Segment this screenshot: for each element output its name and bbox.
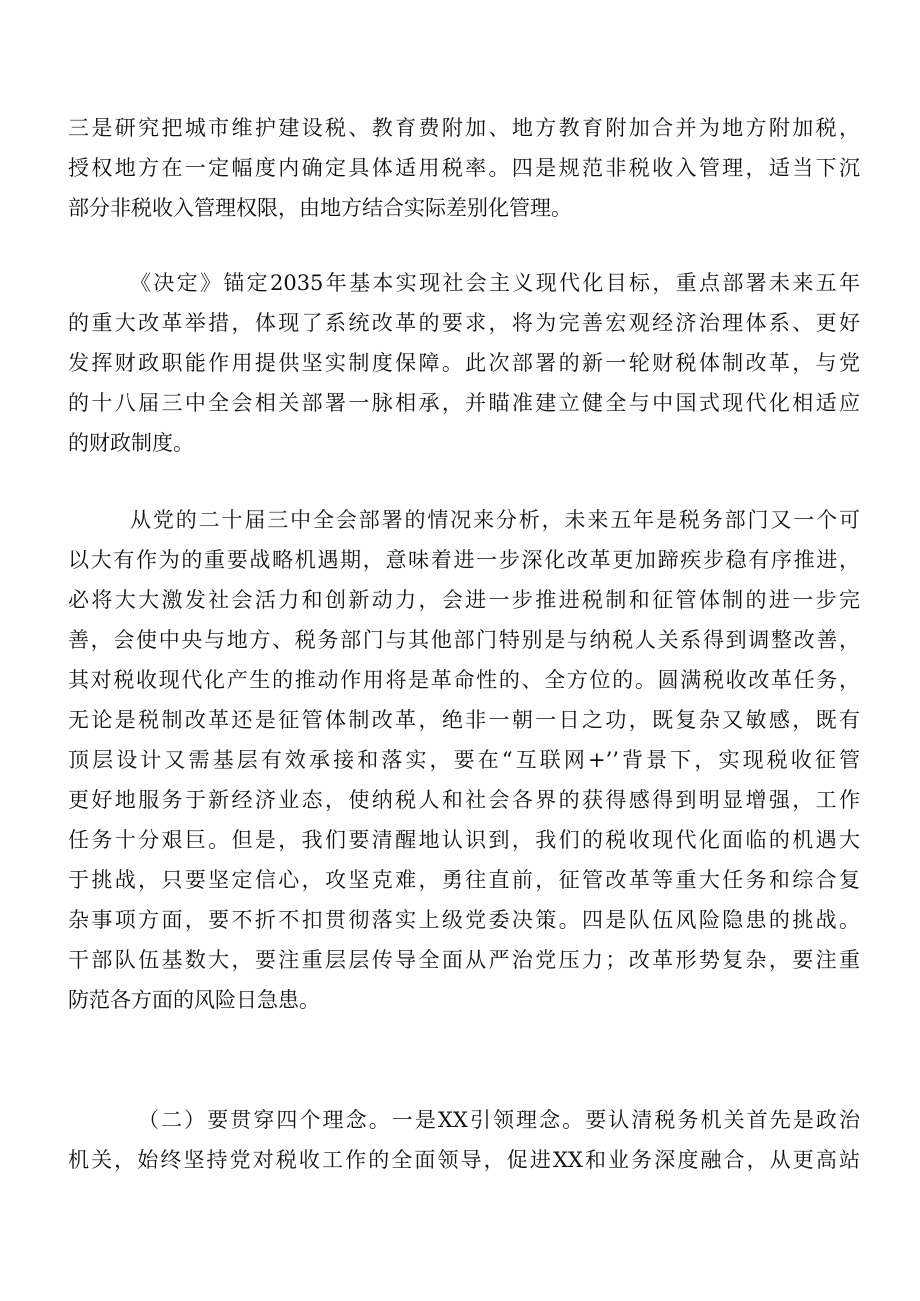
text-line: 的财政制度。	[68, 431, 194, 455]
text-line: 防范各方面的风险日急患。	[68, 988, 320, 1012]
text-line: 以大有作为的重要战略机遇期，意味着进一步深化改革更加蹄疾步稳有序推进，	[68, 548, 860, 572]
text-line: 善，会使中央与地方、税务部门与其他部门特别是与纳税人关系得到调整改善，	[68, 628, 860, 652]
text-line: 发挥财政职能作用提供坚实制度保障。此次部署的新一轮财税体制改革，与党	[68, 351, 860, 375]
text-line: 授权地方在一定幅度内确定具体适用税率。四是规范非税收入管理，适当下沉	[68, 156, 860, 180]
text-line: 《决定》锚定2035年基本实现社会主义现代化目标，重点部署未来五年	[130, 271, 860, 295]
text-line: 必将大大激发社会活力和创新动力，会进一步推进税制和征管体制的进一步完	[68, 588, 860, 612]
text-line: 从党的二十届三中全会部署的情况来分析，未来五年是税务部门又一个可	[130, 508, 860, 532]
text-line: （二）要贯穿四个理念。一是XX引领理念。要认清税务机关首先是政治	[138, 1108, 860, 1132]
text-line: 顶层设计又需基层有效承接和落实，要在“互联网+’’背景下，实现税收征管	[68, 748, 860, 772]
text-line: 其对税收现代化产生的推动作用将是革命性的、全方位的。圆满税收改革任务，	[68, 668, 860, 692]
text-line: 干部队伍基数大，要注重层层传导全面从严治党压力；改革形势复杂，要注重	[68, 948, 860, 972]
text-line: 的十八届三中全会相关部署一脉相承，并瞄准建立健全与中国式现代化相适应	[68, 391, 860, 415]
text-line: 更好地服务于新经济业态，使纳税人和社会各界的获得感得到明显增强，工作	[68, 788, 860, 812]
paragraph-1	[68, 108, 860, 228]
text-line: 机关，始终坚持党对税收工作的全面领导，促进XX和业务深度融合，从更高站	[68, 1148, 860, 1172]
paragraph-4	[68, 1100, 860, 1180]
text-line: 三是研究把城市维护建设税、教育费附加、地方教育附加合并为地方附加税，	[68, 116, 860, 140]
text-line: 于挑战，只要坚定信心，攻坚克难，勇往直前，征管改革等重大任务和综合复	[68, 868, 860, 892]
text-line: 杂事项方面，要不折不扣贯彻落实上级党委决策。四是队伍风险隐患的挑战。	[68, 908, 860, 932]
paragraph-3	[68, 500, 860, 1020]
text-line: 的重大改革举措，体现了系统改革的要求，将为完善宏观经济治理体系、更好	[68, 311, 860, 335]
text-line: 任务十分艰巨。但是，我们要清醒地认识到，我们的税收现代化面临的机遇大	[68, 828, 860, 852]
paragraph-2	[68, 263, 860, 463]
text-line: 部分非税收入管理权限，由地方结合实际差别化管理。	[68, 196, 572, 220]
text-line: 无论是税制改革还是征管体制改革，绝非一朝一日之功，既复杂又敏感，既有	[68, 708, 860, 732]
